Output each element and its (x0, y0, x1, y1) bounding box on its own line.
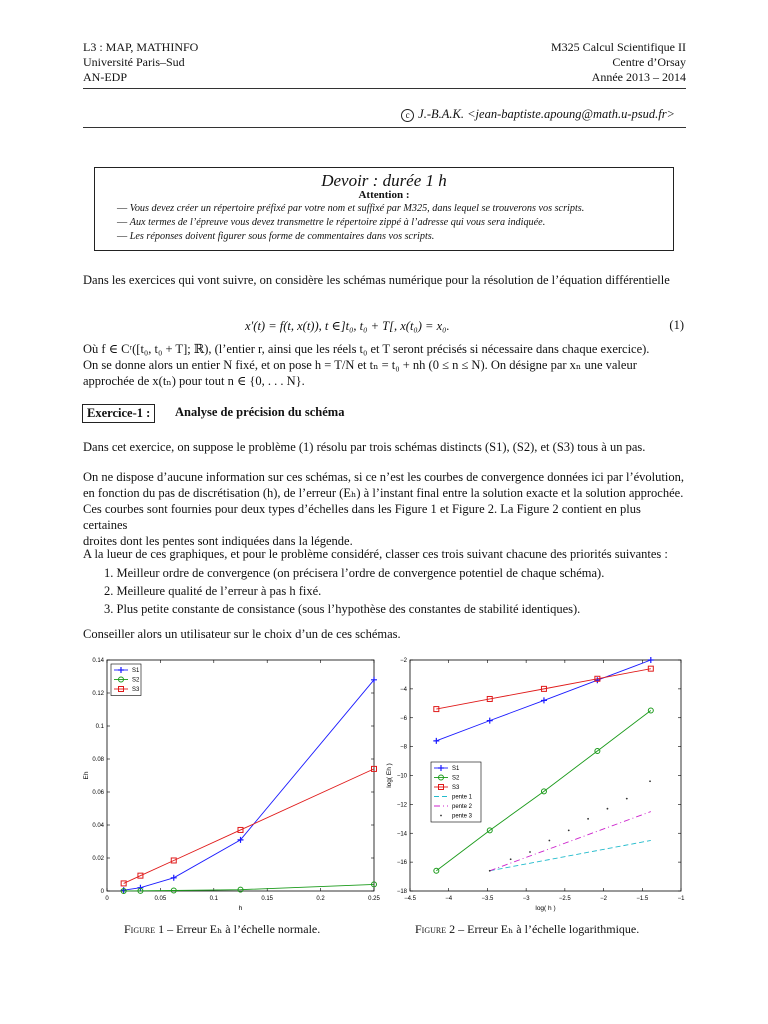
header-right (551, 40, 686, 85)
instruction-item: — Aux termes de l’épreuve vous devez transmettre le répertoire zippé à l’adresse qui vous sera indiquée. (117, 216, 584, 230)
instruction-item: — Les réponses doivent figurer sous forme de commentaires dans vos scripts. (117, 230, 584, 244)
text-line: Où f ∈ Cʳ([t₀, t₀ + T]; ℝ), (l’entier r, ainsi que les réels t₀ et T seront précisés si nécessaire dans chaque exercice). (83, 342, 650, 356)
legend-swatch (440, 815, 442, 817)
legend-label: S1 (132, 668, 140, 674)
y-tick-label: 0 (100, 889, 104, 895)
x-tick-label: −2.5 (558, 896, 571, 902)
y-tick-label: −2 (400, 658, 407, 664)
x-tick-label: 0.25 (368, 896, 380, 902)
equation-number: (1) (669, 318, 684, 332)
equation: x′(t) = f(t, x(t)), t ∈]t₀, t₀ + T[, x(t₀) = x₀. (245, 319, 450, 333)
y-tick-label: −14 (396, 831, 407, 838)
intro-paragraph: Dans les exercices qui vont suivre, on considère les schémas numérique pour la résolution de l’équation différentielle (83, 273, 670, 287)
data-point (548, 840, 550, 842)
x-tick-label: −3.5 (481, 896, 494, 902)
data-point (489, 870, 491, 872)
text-line: On se donne alors un entier N fixé, et on pose h = T/N et tₙ = t₀ + nh (0 ≤ n ≤ N). On désigne par xₙ une valeur (83, 358, 637, 372)
data-point (587, 818, 589, 820)
list-item: 1. Meilleur ordre de convergence (on précisera l’ordre de convergence potentiel de chaque schéma). (104, 566, 605, 580)
y-axis-label: Eh (83, 771, 90, 780)
figure-2-text: – Erreur Eₕ à l’échelle logarithmique. (455, 922, 640, 936)
data-point (510, 858, 512, 860)
department: AN-EDP (83, 70, 127, 84)
figure-2-caption (415, 922, 639, 937)
y-tick-label: −16 (396, 860, 407, 867)
paragraph-1: Dans cet exercice, on suppose le problème (1) résolu par trois schémas distincts (S1), (S2), et (S3) tous à un pas. (83, 440, 646, 454)
header-rule (83, 88, 686, 89)
x-tick-label: −1 (677, 896, 685, 902)
paragraph-4: Conseiller alors un utilisateur sur le choix d’un de ces schémas. (83, 627, 401, 641)
y-tick-label: 0.12 (92, 691, 104, 697)
x-tick-label: 0.05 (154, 896, 167, 902)
y-tick-label: 0.14 (92, 658, 104, 664)
course-level: L3 : MAP, MATHINFO (83, 40, 199, 54)
header-left (83, 40, 198, 85)
y-tick-label: −6 (400, 715, 407, 722)
legend-label: S3 (452, 785, 460, 791)
x-tick-label: −1.5 (636, 896, 649, 902)
y-tick-label: 0.1 (95, 724, 104, 730)
attention-label: Attention : (358, 189, 410, 201)
y-tick-label: 0.04 (92, 823, 104, 829)
legend (111, 664, 141, 696)
instruction-list (117, 202, 584, 244)
y-tick-label: −12 (396, 802, 407, 809)
paragraph-3: A la lueur de ces graphiques, et pour le problème considéré, classer ces trois suivant chacune des priorités suivantes : (83, 547, 668, 561)
figure-2-chart (385, 650, 690, 915)
data-point (626, 798, 628, 800)
x-tick-label: 0.1 (209, 896, 218, 902)
course-title: M325 Calcul Scientifique II (551, 40, 686, 54)
paragraph-2 (83, 469, 686, 549)
university: Université Paris–Sud (83, 55, 185, 69)
plot-frame (107, 660, 374, 891)
figure-1-text: – Erreur Eₕ à l’échelle normale. (164, 922, 321, 936)
instruction-box (94, 167, 674, 251)
author-rule (83, 127, 686, 128)
text-line: droites dont les pentes sont indiquées dans la légende. (83, 534, 353, 548)
legend-label: S2 (132, 677, 140, 684)
x-tick-label: 0.15 (261, 896, 274, 902)
legend (431, 762, 481, 822)
x-tick-label: −3 (522, 896, 530, 902)
text-line: en fonction du pas de discrétisation (h), de l’erreur (Eₕ) à l’instant final entre la solution exacte et la solution approchée. (83, 486, 684, 500)
figure-1-caption (124, 922, 320, 937)
legend-label: pente 2 (452, 804, 473, 810)
x-tick-label: −4 (445, 896, 453, 902)
legend-label: S1 (452, 766, 460, 772)
y-tick-label: −10 (396, 773, 407, 780)
copyright-icon: c (401, 109, 414, 122)
y-tick-label: 0.02 (92, 856, 104, 862)
x-tick-label: 0 (105, 896, 109, 902)
figure-1-label: Figure 1 (124, 922, 165, 936)
exercise-tag: Exercice-1 : (82, 404, 155, 423)
x-tick-label: −2 (600, 896, 607, 902)
legend-label: S2 (452, 775, 460, 782)
campus: Centre d’Orsay (612, 55, 686, 69)
academic-year: Année 2013 – 2014 (591, 70, 686, 84)
author-line (401, 107, 675, 122)
author[interactable]: J.-B.A.K. <jean-baptiste.apoung@math.u-psud.fr> (418, 107, 675, 121)
figure-2-label: Figure 2 (415, 922, 456, 936)
y-axis-label: log( Eh ) (386, 763, 393, 788)
definitions-paragraph (83, 341, 686, 389)
y-tick-label: −8 (400, 744, 407, 751)
y-tick-label: 0.06 (92, 790, 104, 796)
text-line: On ne dispose d’aucune information sur ces schémas, si ce n’est les courbes de convergence données ici par l’évolution, (83, 470, 684, 484)
data-point (607, 808, 609, 810)
legend-label: pente 3 (452, 813, 473, 820)
data-point (568, 829, 570, 831)
exercise-title: Analyse de précision du schéma (175, 405, 345, 419)
y-tick-label: −18 (396, 889, 407, 895)
list-item: 3. Plus petite constante de consistance (sous l’hypothèse des constantes de stabilité identiques). (104, 602, 581, 616)
x-axis-label: log( h ) (535, 905, 556, 912)
y-tick-label: −4 (400, 686, 407, 693)
legend-label: S3 (132, 687, 140, 693)
list-item: 2. Meilleure qualité de l’erreur à pas h fixé. (104, 584, 322, 598)
text-line: approchée de x(tₙ) pour tout n ∈ {0, . . . N}. (83, 374, 305, 388)
text-line: Ces courbes sont fournies pour deux types d’échelles dans les Figure 1 et Figure 2. La Figure 2 contient en plus certaines (83, 502, 641, 532)
legend-label: pente 1 (452, 794, 473, 801)
x-tick-label: −4.5 (404, 896, 416, 902)
x-tick-label: 0.2 (316, 896, 325, 902)
priority-list (104, 564, 684, 618)
x-axis-label: h (238, 905, 243, 912)
instruction-item: — Vous devez créer un répertoire préfixé par votre nom et suffixé par M325, dans lequel se trouverons vos scripts. (117, 202, 584, 216)
assignment-title: Devoir : durée 1 h (321, 171, 447, 190)
y-tick-label: 0.08 (92, 757, 104, 763)
figure-1-chart (80, 650, 385, 915)
data-point (529, 851, 531, 853)
data-point (649, 780, 651, 782)
